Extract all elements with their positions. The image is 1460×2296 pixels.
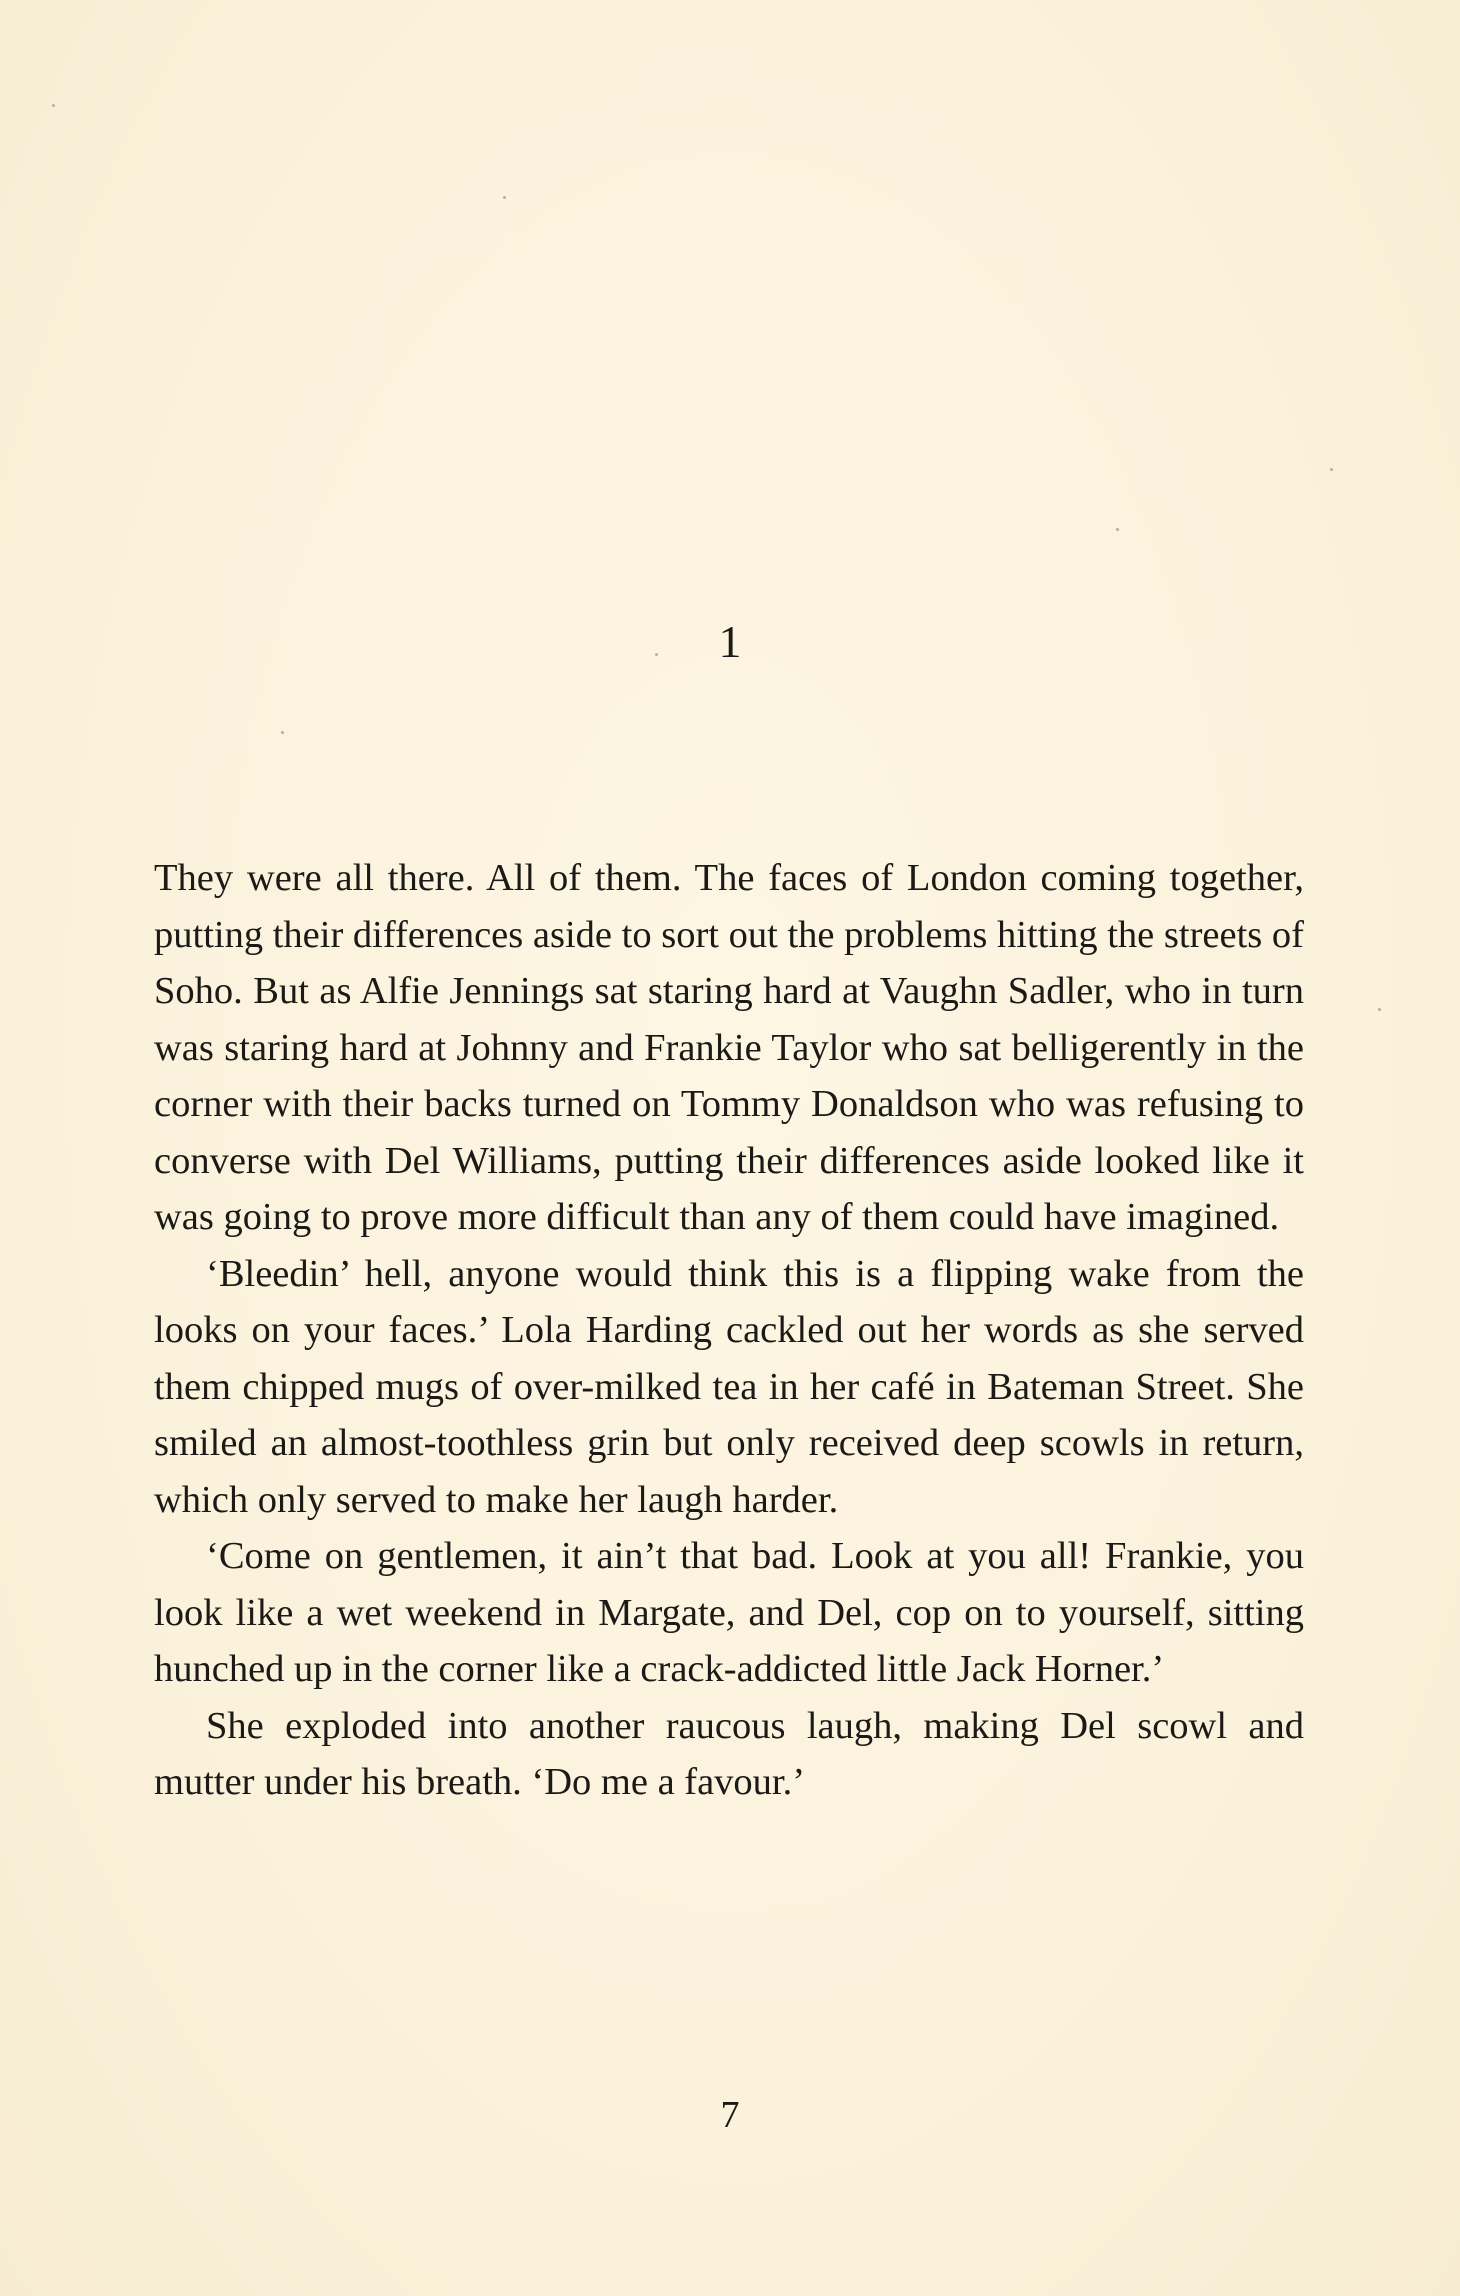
paragraph: She exploded into another raucous laugh, making Del scowl and mutter under his breath. ‘Do me a favour.’ [154,1704,1304,1803]
paper-speck [503,196,506,199]
paper-speck [281,731,284,734]
paper-speck [52,104,55,107]
paper-speck [1330,468,1333,471]
paragraph: ‘Bleedin’ hell, anyone would think this is a flipping wake from the looks on your faces.’ Lola Harding cackled out her words as she served them chipped mugs of over-milked tea in her café in Bateman Street. She smiled an almost-toothless grin but only received deep scowls in return, which only served to make her laugh harder. [154,1252,1304,1521]
paragraph: They were all there. All of them. The faces of London coming together, putting their differences aside to sort out the problems hitting the streets of Soho. But as Alfie Jennings sat staring hard at Vaughn Sadler, who in turn was staring hard at Johnny and Frankie Taylor who sat belligerently in the corner with their backs turned on Tommy Donaldson who was refusing to converse with Del Williams, putting their differences aside looked like it was going to prove more difficult than any of them could have imagined. [154,857,1304,1238]
paragraph: ‘Come on gentlemen, it ain’t that bad. Look at you all! Frankie, you look like a wet weekend in Margate, and Del, cop on to yourself, sitting hunched up in the corner like a crack-addicted little Jack Horner.’ [154,1535,1304,1690]
paper-speck [1116,528,1119,531]
chapter-number: 1 [718,616,742,667]
page-number: 7 [720,2094,740,2136]
chapter-body [154,850,1304,1811]
paper-speck [1378,1008,1381,1011]
